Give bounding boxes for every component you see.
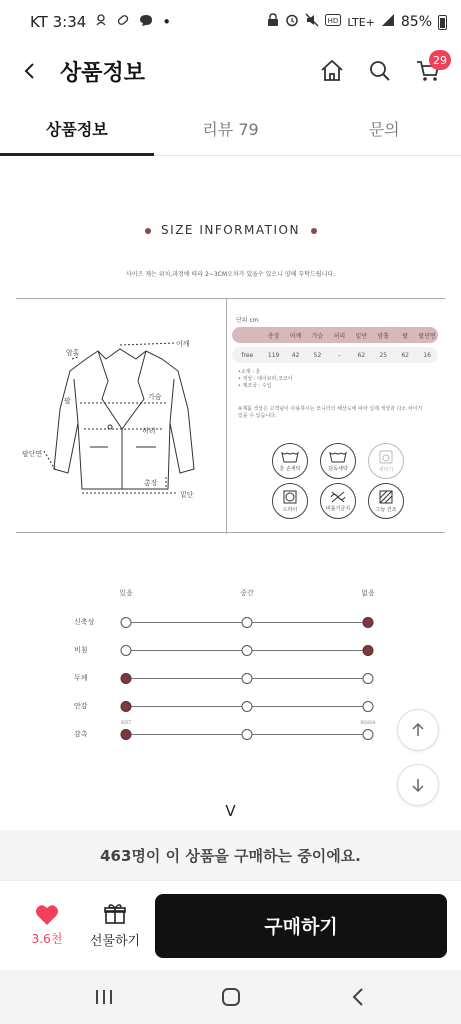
feel-row-label: 비침 bbox=[74, 646, 88, 654]
recent-apps-icon bbox=[94, 988, 114, 1006]
care-label: 드라이 bbox=[282, 506, 298, 513]
washing-machine-icon bbox=[379, 450, 393, 464]
feel-dot bbox=[363, 729, 374, 740]
feel-row bbox=[0, 640, 461, 660]
size-divider bbox=[226, 299, 227, 534]
label-waist: 허리 bbox=[142, 427, 156, 435]
back-nav-button[interactable] bbox=[328, 977, 388, 1017]
bottom-action-bar bbox=[0, 880, 461, 970]
size-table-header-cell: 총장 bbox=[267, 332, 280, 340]
size-info-box bbox=[16, 298, 445, 533]
search-button[interactable] bbox=[363, 54, 397, 88]
tab-product-info[interactable]: 상품정보 bbox=[0, 102, 154, 155]
dryer-icon bbox=[283, 490, 297, 504]
care-no-wring bbox=[320, 483, 356, 519]
material-line: • 색상 : 데이브라,코코아 bbox=[238, 376, 293, 382]
battery-icon bbox=[438, 15, 447, 30]
size-table-cell: free bbox=[241, 351, 254, 359]
feel-row bbox=[0, 696, 461, 716]
feel-column-label: 없음 bbox=[361, 589, 375, 597]
texture-left-label: SOFT bbox=[120, 720, 132, 725]
material-info bbox=[238, 369, 292, 390]
feel-row bbox=[0, 720, 461, 744]
feel-column-label: 있음 bbox=[119, 589, 133, 597]
feel-dot bbox=[121, 617, 132, 628]
feel-dot bbox=[242, 617, 253, 628]
size-table-header-cell: 팔 bbox=[402, 332, 409, 340]
feel-row bbox=[0, 612, 461, 632]
label-sleeve-opening: 팔단면 bbox=[22, 450, 43, 458]
care-shade-dry bbox=[368, 483, 404, 519]
label-length: 총장 bbox=[144, 479, 158, 487]
hd-icon bbox=[325, 14, 341, 30]
scroll-down-button[interactable] bbox=[397, 764, 439, 806]
texture-right-label: ROUGH bbox=[360, 720, 376, 725]
size-table-cell: - bbox=[338, 351, 341, 359]
feel-row bbox=[0, 668, 461, 688]
back-nav-icon bbox=[351, 987, 365, 1007]
notification-icon bbox=[94, 13, 108, 31]
cart-button[interactable] bbox=[411, 54, 445, 88]
care-machine-wash bbox=[368, 443, 404, 479]
color-note: ※제품 색상은 고객님이 사용하시는 모니터의 해상도에 따라 실제 색상과 다소 차이가 있을 수 있습니다. bbox=[238, 406, 423, 419]
gift-button[interactable] bbox=[80, 902, 150, 949]
hand-wash-icon bbox=[281, 451, 299, 463]
svg-text:HD: HD bbox=[328, 17, 339, 25]
feel-dot bbox=[242, 673, 253, 684]
size-table-row bbox=[232, 347, 438, 363]
size-table-header-cell: 어깨 bbox=[289, 332, 302, 340]
size-table-header-cell: 암홀 bbox=[377, 332, 390, 340]
like-count: 3.6천 bbox=[31, 932, 63, 946]
size-note: 사이즈 재는 위치,과정에 따라 2~3CM오차가 있을수 있으니 양해 부탁드립니다. bbox=[125, 271, 336, 278]
continue-mark: V bbox=[225, 802, 236, 820]
link-icon bbox=[116, 13, 130, 31]
alarm-icon bbox=[285, 13, 299, 31]
material-line: • 제조국 : 수입 bbox=[238, 383, 272, 389]
search-icon bbox=[368, 59, 392, 83]
page-title: 상품정보 bbox=[60, 60, 146, 86]
size-table bbox=[232, 327, 438, 363]
title-dot-right bbox=[311, 228, 317, 234]
care-symbols bbox=[272, 443, 412, 519]
network-type: LTE+ bbox=[347, 15, 375, 29]
feel-dot bbox=[363, 701, 374, 712]
care-label: 세탁기 bbox=[378, 466, 394, 473]
chat-icon bbox=[138, 13, 154, 31]
size-table-header-cell: 허리 bbox=[333, 332, 346, 340]
lock-icon bbox=[267, 13, 279, 31]
scroll-up-button[interactable] bbox=[397, 709, 439, 751]
status-right bbox=[267, 13, 447, 31]
size-table-header-cell: 가슴 bbox=[311, 332, 324, 340]
product-detail-content[interactable] bbox=[0, 157, 461, 829]
feel-row-label: 두께 bbox=[74, 674, 88, 682]
status-bar bbox=[0, 0, 461, 44]
care-hand-wash bbox=[272, 443, 308, 479]
feel-dot bbox=[242, 701, 253, 712]
size-info-title: SIZE INFORMATION bbox=[161, 223, 300, 237]
wash-tub-icon bbox=[329, 451, 347, 463]
carrier-time: KT 3:34 bbox=[30, 13, 87, 31]
feel-dot bbox=[121, 645, 132, 656]
care-label: 단독세탁 bbox=[328, 465, 348, 472]
gift-icon bbox=[103, 902, 127, 926]
buy-button[interactable]: 구매하기 bbox=[155, 894, 447, 958]
care-separate-wash bbox=[320, 443, 356, 479]
size-table-cell: 25 bbox=[379, 351, 388, 359]
cart-badge: 29 bbox=[429, 50, 451, 70]
feel-dot bbox=[363, 617, 374, 628]
size-table-header-cell: 밑단 bbox=[355, 332, 368, 340]
feel-dot bbox=[121, 701, 132, 712]
tab-reviews[interactable]: 리뷰 79 bbox=[202, 120, 259, 139]
size-table-header-cell: 팔단면 bbox=[418, 332, 436, 340]
jacket-diagram bbox=[16, 299, 226, 534]
like-button[interactable] bbox=[20, 904, 74, 947]
feel-dot bbox=[242, 729, 253, 740]
size-table-cell: 52 bbox=[313, 351, 322, 359]
feel-row-label: 안감 bbox=[74, 702, 88, 710]
size-table-cell: 16 bbox=[423, 351, 431, 359]
size-table-header bbox=[232, 327, 438, 343]
battery-percent: 85% bbox=[400, 14, 432, 30]
label-armhole: 암홀 bbox=[66, 349, 80, 357]
status-dot: • bbox=[162, 13, 172, 31]
feel-column-label: 중간 bbox=[240, 589, 254, 597]
care-label: 그늘 건조 bbox=[375, 506, 397, 513]
system-nav-bar bbox=[0, 970, 461, 1024]
feel-dot bbox=[121, 729, 132, 740]
label-side: 팔 bbox=[64, 397, 71, 405]
feel-dot bbox=[121, 673, 132, 684]
care-label: 울 손세탁 bbox=[279, 465, 301, 472]
status-left bbox=[30, 13, 171, 31]
size-table-cell: 119 bbox=[267, 351, 280, 359]
size-table-cell: 42 bbox=[291, 351, 300, 359]
gift-label: 선물하기 bbox=[89, 934, 141, 949]
feel-dot bbox=[363, 673, 374, 684]
label-hem: 밑단 bbox=[180, 491, 194, 499]
material-line: •소재 : 울 bbox=[238, 369, 261, 375]
header-actions bbox=[315, 54, 461, 88]
tab-inquiry[interactable]: 문의 bbox=[368, 120, 400, 139]
care-dry-clean bbox=[272, 483, 308, 519]
signal-icon bbox=[381, 13, 395, 31]
label-chest: 가슴 bbox=[148, 393, 162, 401]
home-nav-button[interactable] bbox=[201, 977, 261, 1017]
tab-bar bbox=[0, 102, 461, 156]
feel-row-label: 신축성 bbox=[74, 618, 95, 626]
shade-dry-icon bbox=[379, 490, 393, 504]
arrow-down-icon bbox=[409, 776, 427, 794]
home-nav-icon bbox=[221, 987, 241, 1007]
header bbox=[0, 44, 461, 98]
size-table-cell: 62 bbox=[357, 351, 366, 359]
care-label: 비틀기금지 bbox=[325, 505, 351, 512]
arrow-up-icon bbox=[409, 721, 427, 739]
fabric-feel-scale bbox=[0, 582, 461, 742]
chevron-left-icon bbox=[20, 61, 40, 81]
feel-dot bbox=[242, 645, 253, 656]
purchase-notice: 463명이 이 상품을 구매하는 중이에요. bbox=[0, 830, 461, 880]
back-button[interactable] bbox=[0, 44, 60, 98]
recent-apps-button[interactable] bbox=[74, 977, 134, 1017]
mute-icon bbox=[305, 13, 319, 31]
label-shoulder: 어깨 bbox=[176, 340, 190, 348]
home-button[interactable] bbox=[315, 54, 349, 88]
no-wring-icon bbox=[329, 491, 347, 503]
feel-dot bbox=[363, 645, 374, 656]
heart-icon bbox=[35, 904, 59, 926]
home-icon bbox=[319, 58, 345, 84]
unit-label: 단위 cm bbox=[236, 317, 259, 324]
feel-row-label: 감촉 bbox=[74, 730, 88, 738]
size-table-cell: 62 bbox=[401, 351, 409, 359]
